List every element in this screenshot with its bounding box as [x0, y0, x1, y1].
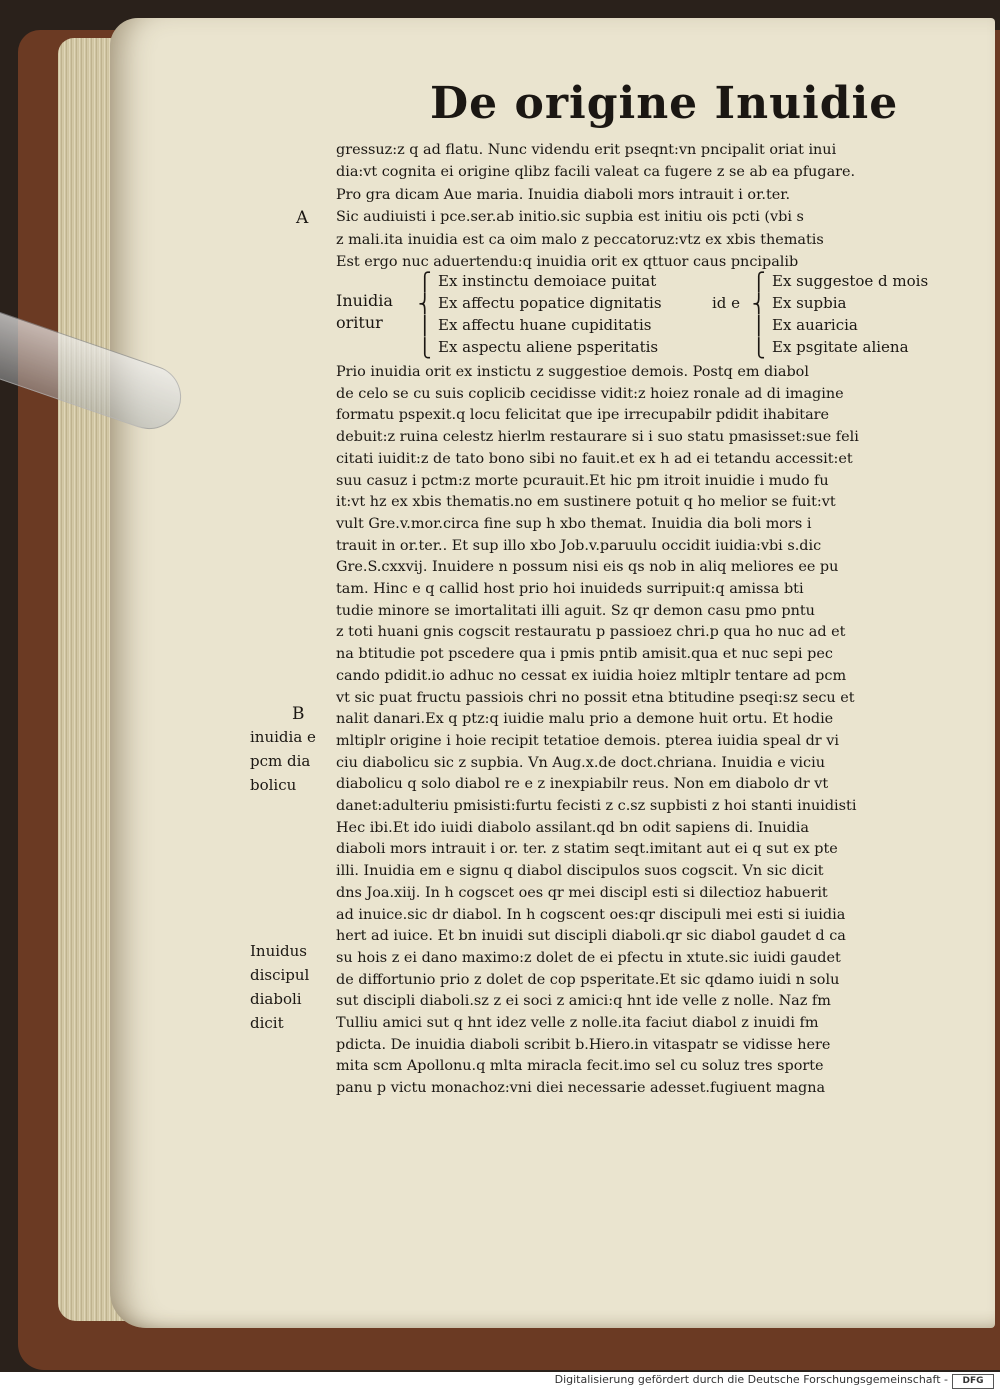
margin-note-line: bolicu — [250, 776, 297, 794]
margin-note-line: inuidia e — [250, 728, 316, 746]
text-line: trauit in or.ter.. Et sup illo xbo Job.v.paruulu occidit iuidia:vbi s.dic — [336, 537, 822, 554]
brace-glyph: ⎨ — [418, 294, 432, 315]
text-line: tudie minore se imortalitati illi aguit. Sz qr demon casu pmo pntu — [336, 602, 815, 619]
brace-glyph: ⎧ — [752, 272, 766, 293]
idem-label: id e — [712, 294, 741, 312]
text-line: Hec ibi.Et ido iuidi diabolo assilant.qd bn odit sapiens di. Inuidia — [336, 819, 809, 836]
text-line: Prio inuidia orit ex instictu z suggestioe demois. Postq em diabol — [336, 364, 809, 380]
text-line: de celo se cu suis coplicib cecidisse vidit:z hoiez ronale ad di imagine — [336, 385, 844, 402]
margin-note-line: pcm dia — [250, 752, 311, 770]
text-line: gressuz:z q ad flatu. Nunc videndu erit pseqnt:vn pncipalit oriat inui — [336, 142, 837, 158]
text-line: pdicta. De inuidia diaboli scribit b.Hiero.in vitaspatr se vidisse here — [336, 1036, 831, 1053]
text-line: nalit danari.Ex q ptz:q iuidie malu prio a demone huit ortu. Et hodie — [336, 711, 834, 728]
text-line: it:vt hz ex xbis thematis.no em sustinere potuit q ho melior se fuit:vt — [336, 494, 836, 511]
brace-glyph: ⎧ — [418, 272, 432, 293]
text-line: illi. Inuidia em e signu q diabol discipulos suos cogscit. Vn sic dicit — [336, 863, 824, 880]
margin-letter-b: B — [292, 704, 305, 724]
brace-glyph: ⎪ — [752, 316, 766, 337]
equivalent-item: Ex suggestoe d mois — [772, 272, 929, 290]
text-line: suu casuz i pctm:z morte pcurauit.Et hic pm itroit inuidie i mudo fu — [336, 472, 829, 489]
text-line: de diffortunio prio z dolet de cop psperitate.Et sic qdamo iuidi n solu — [336, 971, 840, 988]
text-line: z mali.ita inuidia est ca oim malo z peccatoruz:vtz ex xbis thematis — [336, 231, 824, 248]
text-line: diabolicu q solo diabol re e z inexpiabilr reus. Non em diabolo dr vt — [336, 776, 829, 793]
text-line: panu p victu monachoz:vni diei necessarie adesset.fugiuent magna — [336, 1080, 826, 1097]
footer-bar — [0, 1372, 1000, 1390]
margin-letter-a: A — [296, 208, 309, 228]
text-line: mita scm Apollonu.q mlta miracla fecit.imo sel cu soluz tres sporte — [336, 1058, 824, 1075]
text-line: na btitudie pot pscedere qua i pmis pntib amisit.qua et nuc sepi pec — [336, 646, 833, 663]
brace-glyph: ⎩ — [418, 338, 432, 359]
cause-item: Ex aspectu aliene psperitatis — [438, 338, 659, 356]
dfg-logo: DFG — [952, 1374, 994, 1389]
text-line: hert ad iuice. Et bn inuidi sut discipli diaboli.qr sic diabol gaudet d ca — [336, 928, 846, 945]
text-line: vult Gre.v.mor.circa fine sup h xbo themat. Inuidia dia boli mors i — [336, 515, 812, 532]
text-line: cando pdidit.io adhuc no cessat ex iuidia hoiez mltiplr tentare ad pcm — [336, 667, 847, 684]
brace-glyph: ⎩ — [752, 338, 766, 359]
text-line: ciu diabolicu sic z supbia. Vn Aug.x.de doct.chriana. Inuidia e viciu — [336, 754, 825, 771]
equivalent-item: Ex psgitate aliena — [772, 338, 909, 356]
equivalent-item: Ex supbia — [772, 294, 847, 312]
cause-item: Ex instinctu demoiace puitat — [438, 272, 657, 290]
text-line: Tulliu amici sut q hnt idez velle z nolle.ita faciut diabol z inuidi fm — [336, 1015, 819, 1031]
diagram-left-label: Inuidia — [336, 291, 393, 310]
text-line: debuit:z ruina celestz hierlm restaurare si i suo statu pmasisset:sue feli — [336, 429, 859, 446]
text-line: citati iuidit:z de tato bono sibi no fauit.et ex h ad ei tetandu accessit:et — [336, 450, 853, 467]
text-line: Est ergo nuc aduertendu:q inuidia orit ex qttuor caus pncipalib — [336, 254, 799, 270]
brace-glyph: ⎨ — [752, 294, 766, 315]
page-heading: De origine Inuidie — [430, 78, 899, 129]
footer-credit: Digitalisierung gefördert durch die Deutsche Forschungsgemeinschaft - — [554, 1373, 948, 1386]
text-line: ad inuice.sic dr diabol. In h cogscent oes:qr discipuli mei esti si iuidia — [336, 906, 846, 923]
cause-item: Ex affectu popatice dignitatis — [438, 294, 662, 312]
margin-note-line: diaboli — [250, 990, 302, 1008]
text-line: z toti huani gnis cogscit restauratu p passioez chri.p qua ho nuc ad et — [336, 624, 846, 641]
text-line: vt sic puat fructu passiois chri no possit etna btitudine pseqi:sz secu et — [336, 689, 855, 706]
text-line: Pro gra dicam Aue maria. Inuidia diaboli mors intrauit i or.ter. — [336, 186, 791, 203]
text-line: tam. Hinc e q callid host prio hoi inuideds surripuit:q amissa bti — [336, 581, 804, 597]
diagram-left-label: oritur — [336, 313, 383, 332]
equivalent-item: Ex auaricia — [772, 316, 858, 334]
text-line: Gre.S.cxxvij. Inuidere n possum nisi eis qs nob in aliq meliores ee pu — [336, 559, 839, 576]
margin-note-line: discipul — [250, 966, 310, 984]
text-line: su hois z ei dano maximo:z dolet de ei pfectu in xtute.sic iuidi gaudet — [336, 949, 841, 966]
text-line: dia:vt cognita ei origine qlibz facili valeat ca fugere z se ab ea pfugare. — [336, 164, 856, 181]
text-line: dns Joa.xiij. In h cogscet oes qr mei discipl esti si dilectioz habuerit — [336, 884, 828, 901]
text-line: mltiplr origine i hoie recipit tetatioe demois. pterea iuidia speal dr vi — [336, 732, 839, 749]
text-line: Sic audiuisti i pce.ser.ab initio.sic supbia est initiu ois pcti (vbi s — [336, 209, 804, 226]
text-line: danet:adulteriu pmisisti:furtu fecisti z c.sz supbisti z hoi stanti inuidisti — [336, 798, 857, 814]
margin-note-line: dicit — [250, 1014, 284, 1032]
margin-note-line: Inuidus — [250, 942, 308, 960]
cause-item: Ex affectu huane cupiditatis — [438, 316, 652, 334]
text-line: formatu pspexit.q locu felicitat que ipe irrecupabilr pdidit ihabitare — [336, 407, 830, 424]
text-line: sut discipli diaboli.sz z ei soci z amici:q hnt ide velle z nolle. Naz fm — [336, 993, 831, 1010]
brace-glyph: ⎪ — [418, 316, 432, 337]
text-line: diaboli mors intrauit i or. ter. z statim seqt.imitant aut ei q sut ex pte — [336, 841, 838, 858]
